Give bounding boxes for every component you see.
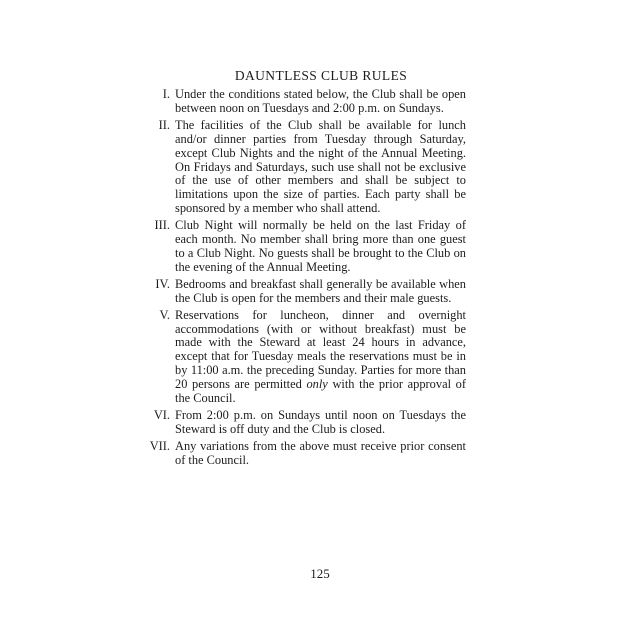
rule-text: Under the conditions stated below, the Club shall be open between noon on Tuesdays and 2:00 p.m. on Sundays. — [175, 87, 466, 115]
rule-text: Any variations from the above must receive prior consent of the Council. — [175, 438, 466, 467]
rule-item-5 — [146, 309, 466, 406]
rule-item-4 — [146, 278, 466, 306]
rule-item-1 — [146, 88, 466, 116]
rule-text: Bedrooms and breakfast shall generally be available when the Club is open for the members and their male guests. — [175, 276, 466, 305]
rule-item-3 — [146, 219, 466, 275]
rule-text: From 2:00 p.m. on Sundays until noon on Tuesdays the Steward is off duty and the Club is closed. — [175, 407, 466, 436]
rule-item-6 — [146, 409, 466, 437]
rule-item-2 — [146, 119, 466, 216]
rule-item-7 — [146, 440, 466, 468]
rule-text: The facilities of the Club shall be available for lunch and/or dinner parties from Tuesday through Saturday, except Club Nights and the night of the Annual Meeting. On Fridays and Saturdays, such use shall not be exclusive of the use of other members and shall be subject to limitations upon the size of parties. Each party shall be sponsored by a member who shall attend. — [175, 117, 466, 216]
rule-text-after: with the prior approval of the Council. — [175, 377, 466, 406]
page-number: 125 — [310, 566, 330, 581]
rule-numeral: III. — [154, 218, 170, 233]
rule-text-emphasis: only — [306, 377, 328, 392]
rules-list — [146, 88, 466, 471]
rule-text-before: Reservations for luncheon, dinner and overnight accommodations (with or without breakfast) must be made with the Steward at least 24 hours in advance, except that for Tuesday meals the reservations must be in by 11:00 a.m. the preceding Sunday. Parties for more than 20 persons are permitted — [175, 307, 466, 392]
rule-numeral: VII. — [149, 438, 170, 453]
rule-numeral: VI. — [153, 407, 170, 422]
rule-text: Club Night will normally be held on the last Friday of each month. No member shall bring more than one guest to a Club Night. No guests shall be brought to the Club on the evening of the Annual Meeting. — [175, 218, 466, 274]
rule-numeral: V. — [159, 307, 170, 322]
page-title: DAUNTLESS CLUB RULES — [234, 68, 408, 83]
rule-numeral: II. — [158, 117, 170, 132]
rule-numeral: I. — [162, 87, 170, 101]
rule-text — [175, 309, 466, 406]
rule-numeral: IV. — [155, 276, 170, 291]
